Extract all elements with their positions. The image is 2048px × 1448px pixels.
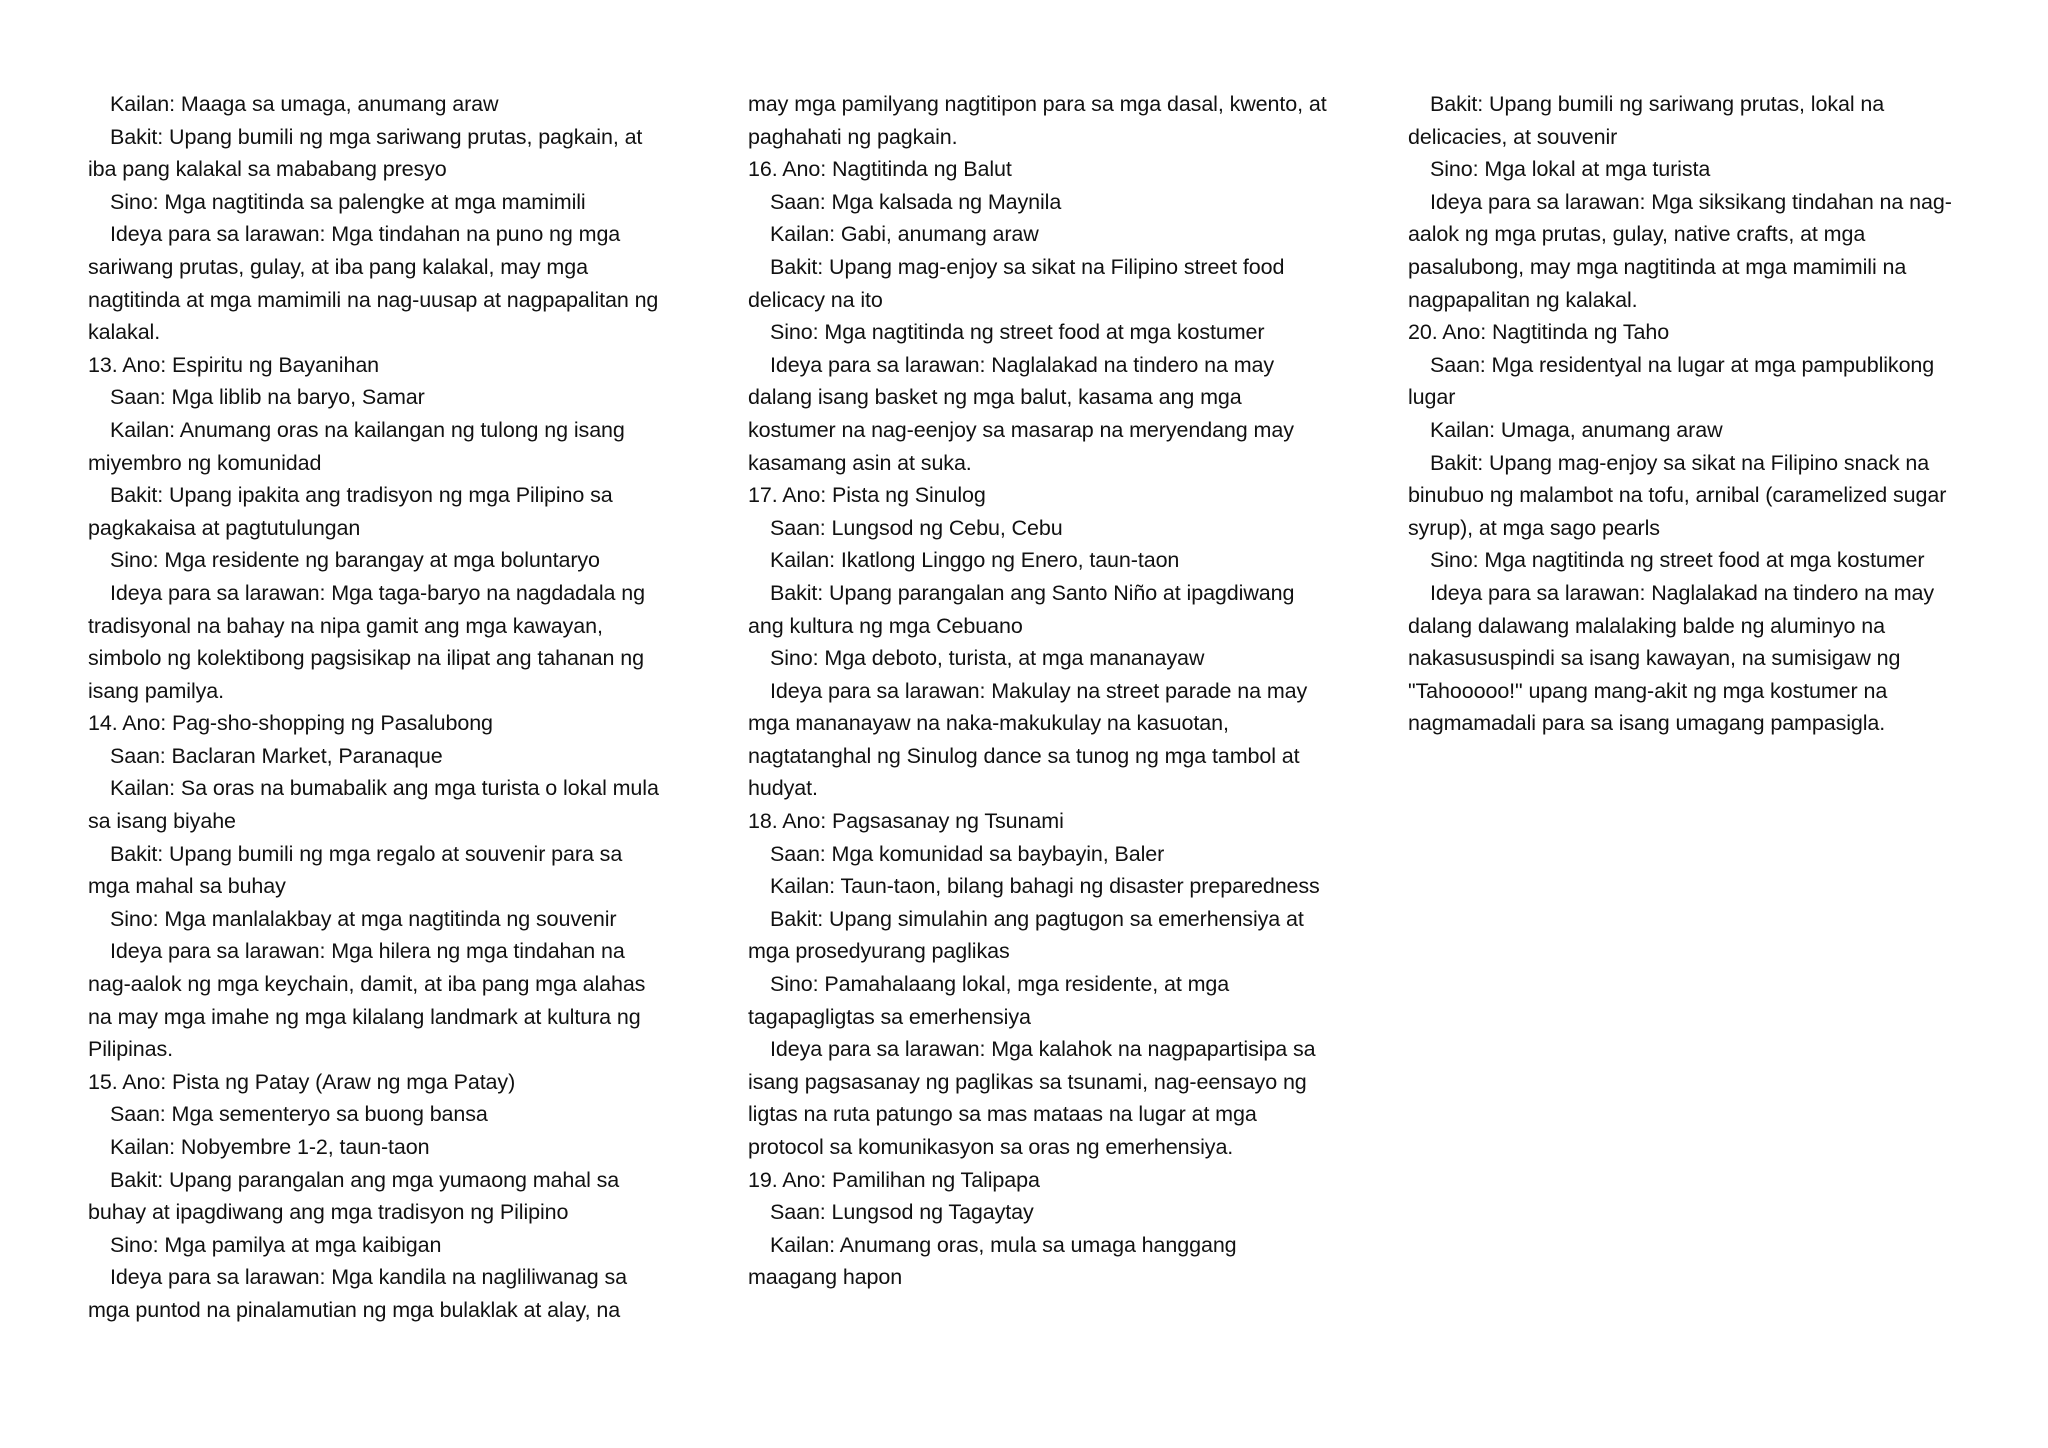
paragraph: Bakit: Upang bumili ng mga regalo at souvenir para sa mga mahal sa buhay: [88, 841, 623, 899]
paragraph: Saan: Mga residentyal na lugar at mga pampublikong lugar: [1408, 352, 1935, 410]
paragraph: Ideya para sa larawan: Mga taga-baryo na nagdadala ng tradisyonal na bahay na nipa gamit ang mga kawayan, simbolo ng kolektibong pagsisikap na ilipat ang tahanan ng isang pamilya.: [88, 580, 645, 703]
paragraph: 20. Ano: Nagtitinda ng Taho: [1408, 320, 1670, 345]
paragraph: Kailan: Anumang oras na kailangan ng tulong ng isang miyembro ng komunidad: [88, 417, 625, 475]
paragraph: Bakit: Upang simulahin ang pagtugon sa emerhensiya at mga prosedyurang paglikas: [748, 906, 1304, 964]
paragraph: Ideya para sa larawan: Naglalakad na tindero na may dalang isang basket ng mga balut, kasama ang mga kostumer na nag-eenjoy sa masarap na meryendang may kasamang asin at suka.: [748, 352, 1294, 475]
paragraph: Kailan: Ikatlong Linggo ng Enero, taun-taon: [770, 548, 1180, 573]
paragraph: Ideya para sa larawan: Makulay na street parade na may mga mananayaw na naka-makukulay na kasuotan, nagtatanghal ng Sinulog dance sa tunog ng mga tambol at hudyat.: [748, 678, 1308, 801]
paragraph: Kailan: Maaga sa umaga, anumang araw: [110, 92, 499, 116]
paragraph: 16. Ano: Nagtitinda ng Balut: [748, 157, 1012, 182]
paragraph: Saan: Mga kalsada ng Maynila: [770, 189, 1062, 214]
paragraph: Saan: Mga liblib na baryo, Samar: [110, 385, 425, 410]
text-column-3: [1408, 88, 1978, 740]
paragraph: Sino: Mga nagtitinda sa palengke at mga mamimili: [110, 189, 586, 214]
text-column-2: [748, 88, 1328, 1294]
paragraph: Ideya para sa larawan: Mga tindahan na puno ng mga sariwang prutas, gulay, at iba pang kalakal, may mga nagtitinda at mga mamimili na nag-uusap at nagpapalitan ng kalakal.: [88, 222, 659, 345]
paragraph: Saan: Mga sementeryo sa buong bansa: [110, 1102, 488, 1127]
paragraph: Kailan: Anumang oras, mula sa umaga hanggang maagang hapon: [748, 1232, 1237, 1290]
paragraph: 15. Ano: Pista ng Patay (Araw ng mga Patay): [88, 1069, 516, 1094]
paragraph: Sino: Mga nagtitinda ng street food at mga kostumer: [1430, 548, 1925, 573]
paragraph: Sino: Mga lokal at mga turista: [1430, 157, 1711, 182]
paragraph: Saan: Mga komunidad sa baybayin, Baler: [770, 841, 1165, 866]
paragraph: 19. Ano: Pamilihan ng Talipapa: [748, 1167, 1040, 1192]
paragraph: Ideya para sa larawan: Mga kalahok na nagpapartisipa sa isang pagsasanay ng paglikas sa tsunami, nag-eensayo ng ligtas na ruta patungo sa mas mataas na lugar at mga protocol sa komunikasyon sa oras ng emerhensiya.: [748, 1037, 1316, 1159]
paragraph: 17. Ano: Pista ng Sinulog: [748, 483, 986, 508]
paragraph: Kailan: Nobyembre 1-2, taun-taon: [110, 1135, 430, 1159]
paragraph: Sino: Mga nagtitinda ng street food at mga kostumer: [770, 320, 1265, 345]
paragraph: Bakit: Upang ipakita ang tradisyon ng mga Pilipino sa pagkakaisa at pagtutulungan: [88, 483, 613, 540]
paragraph: Sino: Mga pamilya at mga kaibigan: [110, 1232, 442, 1257]
paragraph: Bakit: Upang mag-enjoy sa sikat na Filipino street food delicacy na ito: [748, 254, 1285, 312]
paragraph: Sino: Mga manlalakbay at mga nagtitinda ng souvenir: [110, 906, 617, 931]
paragraph: 18. Ano: Pagsasanay ng Tsunami: [748, 809, 1064, 834]
paragraph: Sino: Mga deboto, turista, at mga mananayaw: [770, 646, 1205, 671]
paragraph: Ideya para sa larawan: Mga kandila na nagliliwanag sa mga puntod na pinalamutian ng mga bulaklak at alay, na: [88, 1265, 627, 1322]
paragraph: Saan: Lungsod ng Cebu, Cebu: [770, 515, 1063, 540]
paragraph: Saan: Lungsod ng Tagaytay: [770, 1200, 1034, 1225]
text-column-1: [88, 88, 666, 1327]
paragraph: 14. Ano: Pag-sho-shopping ng Pasalubong: [88, 711, 493, 736]
paragraph: Bakit: Upang bumili ng mga sariwang prutas, pagkain, at iba pang kalakal sa mababang presyo: [88, 124, 643, 182]
paragraph: Kailan: Sa oras na bumabalik ang mga turista o lokal mula sa isang biyahe: [88, 776, 659, 834]
paragraph: 13. Ano: Espiritu ng Bayanihan: [88, 352, 380, 377]
paragraph: Kailan: Umaga, anumang araw: [1430, 417, 1723, 442]
paragraph: Ideya para sa larawan: Mga hilera ng mga tindahan na nag-aalok ng mga keychain, damit, at iba pang mga alahas na may mga imahe ng mga kilalang landmark at kultura ng Pilipinas.: [88, 939, 646, 1062]
paragraph: Bakit: Upang bumili ng sariwang prutas, lokal na delicacies, at souvenir: [1408, 92, 1885, 149]
paragraph: Bakit: Upang parangalan ang mga yumaong mahal sa buhay at ipagdiwang ang mga tradisyon ng Pilipino: [88, 1167, 620, 1225]
paragraph: Bakit: Upang mag-enjoy sa sikat na Filipino snack na binubuo ng malambot na tofu, arnibal (caramelized sugar syrup), at mga sago pearls: [1408, 450, 1947, 540]
paragraph: Saan: Baclaran Market, Paranaque: [110, 743, 443, 768]
paragraph: Kailan: Gabi, anumang araw: [770, 222, 1039, 247]
paragraph: Ideya para sa larawan: Naglalakad na tindero na may dalang dalawang malalaking balde ng aluminyo na nakasususpindi sa isang kawayan, na sumisigaw ng "Tahooooo!" upang mang-akit ng mga kostumer na nagmamadali para sa isang umagang pampasigla.: [1408, 580, 1935, 736]
paragraph: Kailan: Taun-taon, bilang bahagi ng disaster preparedness: [770, 874, 1320, 899]
paragraph: may mga pamilyang nagtitipon para sa mga dasal, kwento, at paghahati ng pagkain.: [748, 92, 1327, 149]
paragraph: Ideya para sa larawan: Mga siksikang tindahan na nag-aalok ng mga prutas, gulay, native crafts, at mga pasalubong, may mga nagtitinda at mga mamimili na nagpapalitan ng kalakal.: [1408, 189, 1952, 312]
paragraph: Bakit: Upang parangalan ang Santo Niño at ipagdiwang ang kultura ng mga Cebuano: [748, 580, 1295, 638]
paragraph: Sino: Pamahalaang lokal, mga residente, at mga tagapagligtas sa emerhensiya: [748, 972, 1230, 1029]
paragraph: Sino: Mga residente ng barangay at mga boluntaryo: [110, 548, 600, 573]
